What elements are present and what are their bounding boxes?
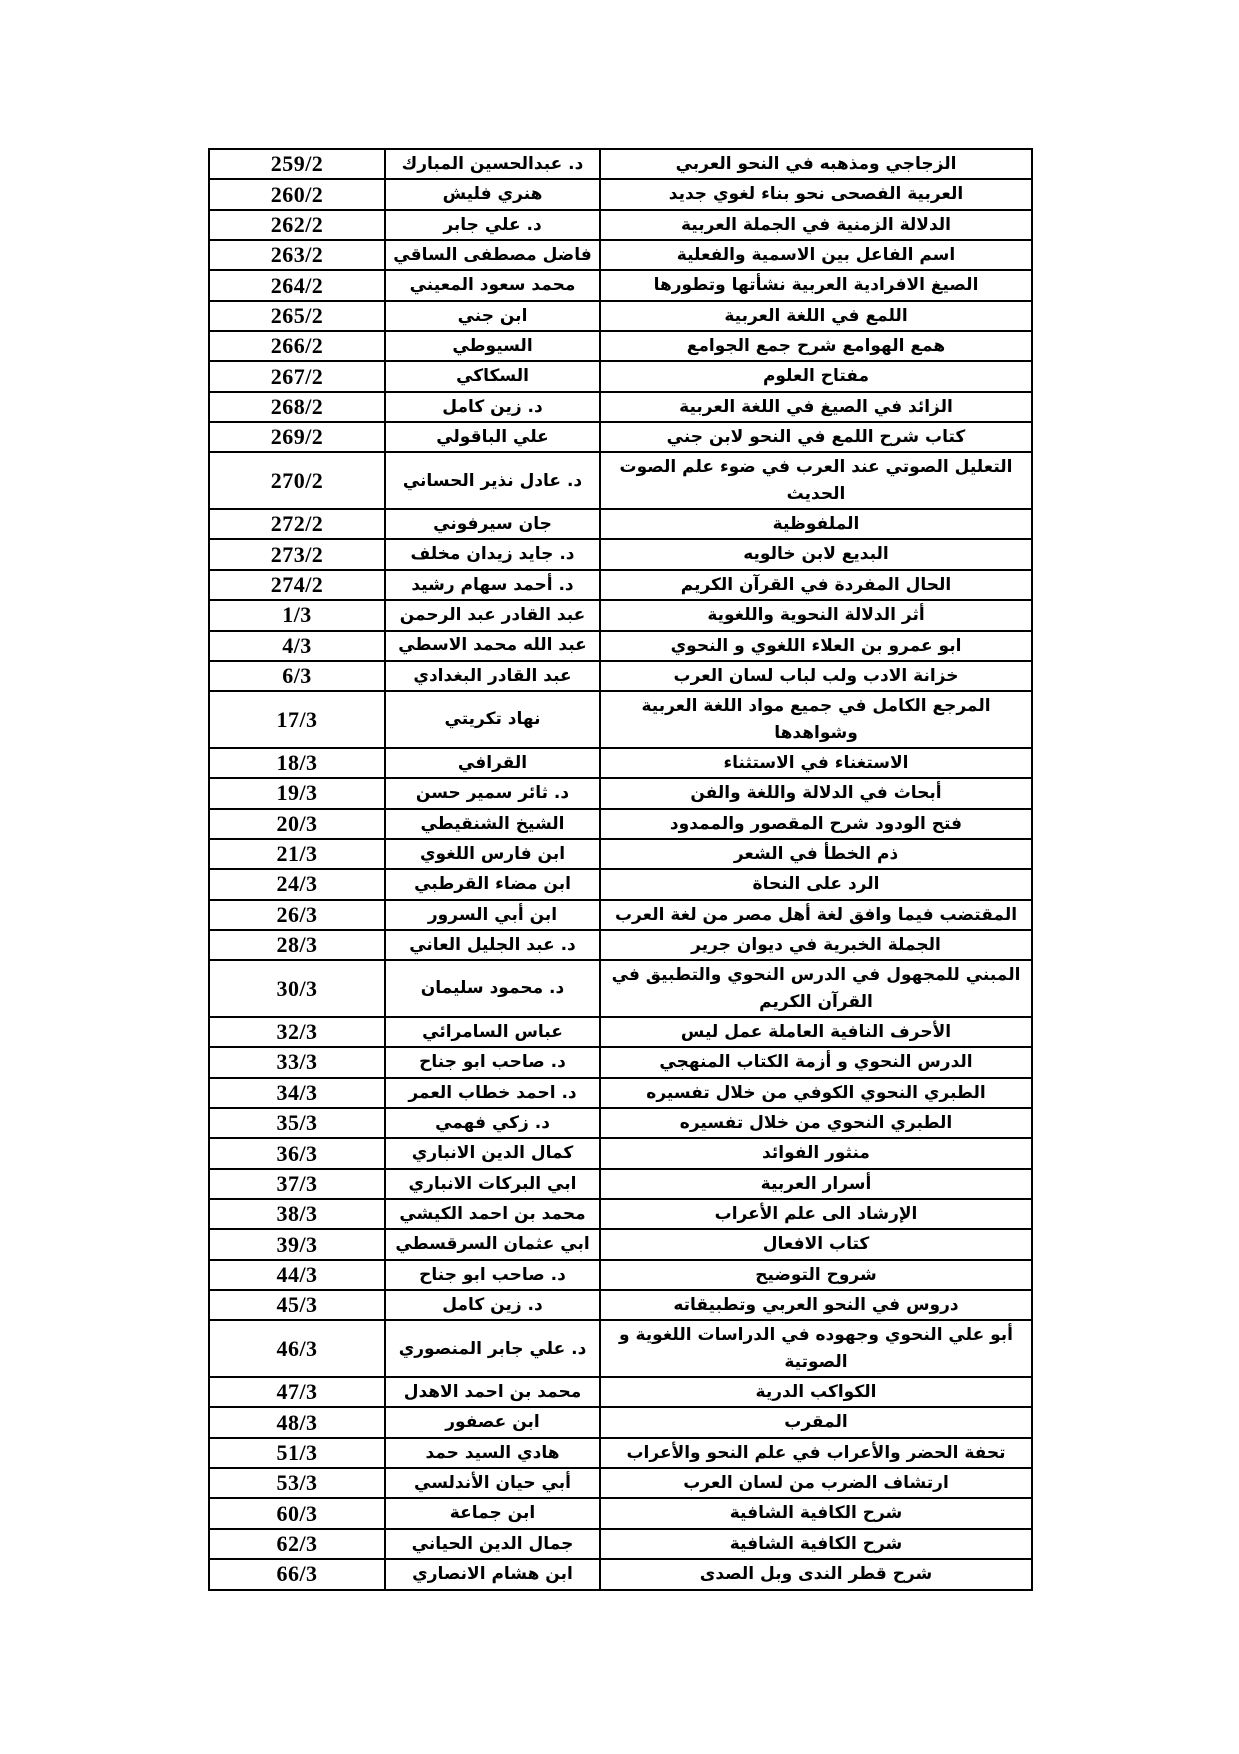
book-title-cell: شرح الكافية الشافية [600,1498,1032,1528]
reference-number-cell: 269/2 [209,422,385,452]
reference-number-cell: 21/3 [209,839,385,869]
book-title-cell: تحفة الحضر والأعراب في علم النحو والأعراب [600,1438,1032,1468]
table-row [209,1377,1032,1407]
table-row [209,839,1032,869]
reference-number-cell: 39/3 [209,1229,385,1259]
reference-number-cell: 17/3 [209,691,385,748]
book-title-cell: الزائد في الصيغ في اللغة العربية [600,392,1032,422]
book-title-cell: الجملة الخبرية في ديوان جرير [600,930,1032,960]
book-title-cell: الكواكب الدرية [600,1377,1032,1407]
author-name-cell: الشيخ الشنقيطي [385,809,600,839]
author-name-cell: ابن أبي السرور [385,900,600,930]
table-row [209,240,1032,270]
author-name-cell: نهاد تكريتي [385,691,600,748]
book-title-cell: الصيغ الافرادية العربية نشأتها وتطورها [600,270,1032,300]
table-row [209,452,1032,509]
author-name-cell: أبي حيان الأندلسي [385,1468,600,1498]
author-name-cell: د. عادل نذير الحساني [385,452,600,509]
book-title-cell: المقرب [600,1407,1032,1437]
table-row [209,930,1032,960]
reference-number-cell: 66/3 [209,1559,385,1589]
book-title-cell: العربية الفصحى نحو بناء لغوي جديد [600,179,1032,209]
author-name-cell: السيوطي [385,331,600,361]
table-row [209,748,1032,778]
author-name-cell: د. زكي فهمي [385,1108,600,1138]
reference-number-cell: 263/2 [209,240,385,270]
books-table [208,148,1033,1591]
table-row [209,1320,1032,1377]
reference-number-cell: 47/3 [209,1377,385,1407]
author-name-cell: جان سيرفوني [385,509,600,539]
author-name-cell: د. زين كامل [385,1290,600,1320]
book-title-cell: الأحرف النافية العاملة عمل ليس [600,1017,1032,1047]
book-title-cell: كتاب الافعال [600,1229,1032,1259]
reference-number-cell: 18/3 [209,748,385,778]
book-title-cell: خزانة الادب ولب لباب لسان العرب [600,661,1032,691]
author-name-cell: ابي البركات الانباري [385,1169,600,1199]
table-row [209,1290,1032,1320]
reference-number-cell: 265/2 [209,301,385,331]
author-name-cell: هادي السيد حمد [385,1438,600,1468]
book-title-cell: شرح قطر الندى وبل الصدى [600,1559,1032,1589]
book-title-cell: الرد على النحاة [600,869,1032,899]
author-name-cell: عبد القادر البغدادي [385,661,600,691]
table-row [209,149,1032,179]
reference-number-cell: 46/3 [209,1320,385,1377]
author-name-cell: القرافي [385,748,600,778]
reference-number-cell: 35/3 [209,1108,385,1138]
book-title-cell: الزجاجي ومذهبه في النحو العربي [600,149,1032,179]
author-name-cell: ابن عصفور [385,1407,600,1437]
book-title-cell: شرح الكافية الشافية [600,1529,1032,1559]
book-title-cell: اللمع في اللغة العربية [600,301,1032,331]
table-row [209,1438,1032,1468]
reference-number-cell: 19/3 [209,778,385,808]
reference-number-cell: 267/2 [209,361,385,391]
author-name-cell: ابن فارس اللغوي [385,839,600,869]
table-row [209,331,1032,361]
author-name-cell: ابن جني [385,301,600,331]
reference-number-cell: 20/3 [209,809,385,839]
table-row [209,600,1032,630]
reference-number-cell: 44/3 [209,1260,385,1290]
table-row [209,301,1032,331]
book-title-cell: منثور الفوائد [600,1138,1032,1168]
reference-number-cell: 266/2 [209,331,385,361]
book-title-cell: شروح التوضيح [600,1260,1032,1290]
table-row [209,1229,1032,1259]
reference-number-cell: 38/3 [209,1199,385,1229]
reference-number-cell: 273/2 [209,539,385,569]
reference-number-cell: 62/3 [209,1529,385,1559]
reference-number-cell: 51/3 [209,1438,385,1468]
table-row [209,1138,1032,1168]
reference-number-cell: 274/2 [209,570,385,600]
reference-number-cell: 6/3 [209,661,385,691]
author-name-cell: ابن هشام الانصاري [385,1559,600,1589]
reference-number-cell: 270/2 [209,452,385,509]
author-name-cell: ابن مضاء القرطبي [385,869,600,899]
reference-number-cell: 28/3 [209,930,385,960]
book-title-cell: ارتشاف الضرب من لسان العرب [600,1468,1032,1498]
table-row [209,1047,1032,1077]
reference-number-cell: 53/3 [209,1468,385,1498]
book-title-cell: الاستغناء في الاستثناء [600,748,1032,778]
table-row [209,570,1032,600]
reference-number-cell: 259/2 [209,149,385,179]
author-name-cell: د. صاحب ابو جناح [385,1260,600,1290]
table-row [209,1559,1032,1589]
author-name-cell: د. محمود سليمان [385,960,600,1017]
table-row [209,270,1032,300]
book-title-cell: المقتضب فيما وافق لغة أهل مصر من لغة العرب [600,900,1032,930]
author-name-cell: محمد بن احمد الاهدل [385,1377,600,1407]
table-row [209,869,1032,899]
table-row [209,778,1032,808]
table-row [209,809,1032,839]
author-name-cell: السكاكي [385,361,600,391]
table-row [209,1078,1032,1108]
table-row [209,1498,1032,1528]
table-row [209,691,1032,748]
author-name-cell: علي الباقولي [385,422,600,452]
book-title-cell: كتاب شرح اللمع في النحو لابن جني [600,422,1032,452]
book-title-cell: اسم الفاعل بين الاسمية والفعلية [600,240,1032,270]
table-row [209,900,1032,930]
author-name-cell: محمد سعود المعيني [385,270,600,300]
book-title-cell: الدرس النحوي و أزمة الكتاب المنهجي [600,1047,1032,1077]
author-name-cell: د. احمد خطاب العمر [385,1078,600,1108]
author-name-cell: د. أحمد سهام رشيد [385,570,600,600]
book-title-cell: الملفوظية [600,509,1032,539]
reference-number-cell: 1/3 [209,600,385,630]
table-row [209,361,1032,391]
author-name-cell: د. عبد الجليل العاني [385,930,600,960]
reference-number-cell: 268/2 [209,392,385,422]
book-title-cell: الدلالة الزمنية في الجملة العربية [600,210,1032,240]
reference-number-cell: 37/3 [209,1169,385,1199]
book-title-cell: الطبري النحوي الكوفي من خلال تفسيره [600,1078,1032,1108]
reference-number-cell: 26/3 [209,900,385,930]
author-name-cell: د. زين كامل [385,392,600,422]
table-row [209,1407,1032,1437]
table-row [209,1468,1032,1498]
bibliography-table-container [208,148,1033,1591]
book-title-cell: الإرشاد الى علم الأعراب [600,1199,1032,1229]
books-table-body [209,149,1032,1590]
table-row [209,1529,1032,1559]
reference-number-cell: 272/2 [209,509,385,539]
reference-number-cell: 33/3 [209,1047,385,1077]
book-title-cell: الحال المفردة في القرآن الكريم [600,570,1032,600]
book-title-cell: أبو علي النحوي وجهوده في الدراسات اللغوية و الصوتية [600,1320,1032,1377]
reference-number-cell: 60/3 [209,1498,385,1528]
author-name-cell: محمد بن احمد الكيشي [385,1199,600,1229]
book-title-cell: ذم الخطأ في الشعر [600,839,1032,869]
reference-number-cell: 260/2 [209,179,385,209]
book-title-cell: المرجع الكامل في جميع مواد اللغة العربية وشواهدها [600,691,1032,748]
table-row [209,509,1032,539]
table-row [209,1017,1032,1047]
reference-number-cell: 45/3 [209,1290,385,1320]
author-name-cell: عبد القادر عبد الرحمن [385,600,600,630]
table-row [209,1260,1032,1290]
table-row [209,539,1032,569]
author-name-cell: هنري فليش [385,179,600,209]
table-row [209,661,1032,691]
reference-number-cell: 32/3 [209,1017,385,1047]
table-row [209,1199,1032,1229]
reference-number-cell: 262/2 [209,210,385,240]
author-name-cell: ابن جماعة [385,1498,600,1528]
table-row [209,422,1032,452]
book-title-cell: ابو عمرو بن العلاء اللغوي و النحوي [600,631,1032,661]
reference-number-cell: 264/2 [209,270,385,300]
table-row [209,631,1032,661]
author-name-cell: ابي عثمان السرقسطي [385,1229,600,1259]
reference-number-cell: 4/3 [209,631,385,661]
author-name-cell: د. علي جابر [385,210,600,240]
table-row [209,960,1032,1017]
book-title-cell: البديع لابن خالويه [600,539,1032,569]
reference-number-cell: 30/3 [209,960,385,1017]
table-row [209,1108,1032,1138]
book-title-cell: همع الهوامع شرح جمع الجوامع [600,331,1032,361]
book-title-cell: أثر الدلالة النحوية واللغوية [600,600,1032,630]
author-name-cell: د. جايد زيدان مخلف [385,539,600,569]
author-name-cell: جمال الدين الحياني [385,1529,600,1559]
reference-number-cell: 24/3 [209,869,385,899]
author-name-cell: د. عبدالحسين المبارك [385,149,600,179]
table-row [209,179,1032,209]
author-name-cell: د. صاحب ابو جناح [385,1047,600,1077]
author-name-cell: عباس السامرائي [385,1017,600,1047]
reference-number-cell: 48/3 [209,1407,385,1437]
book-title-cell: المبني للمجهول في الدرس النحوي والتطبيق في القرآن الكريم [600,960,1032,1017]
book-title-cell: أسرار العربية [600,1169,1032,1199]
book-title-cell: مفتاح العلوم [600,361,1032,391]
reference-number-cell: 34/3 [209,1078,385,1108]
book-title-cell: دروس في النحو العربي وتطبيقاته [600,1290,1032,1320]
author-name-cell: عبد الله محمد الاسطي [385,631,600,661]
book-title-cell: التعليل الصوتي عند العرب في ضوء علم الصوت الحديث [600,452,1032,509]
reference-number-cell: 36/3 [209,1138,385,1168]
author-name-cell: د. علي جابر المنصوري [385,1320,600,1377]
author-name-cell: فاضل مصطفى الساقي [385,240,600,270]
book-title-cell: فتح الودود شرح المقصور والممدود [600,809,1032,839]
table-row [209,392,1032,422]
table-row [209,210,1032,240]
author-name-cell: كمال الدين الانباري [385,1138,600,1168]
book-title-cell: الطبري النحوي من خلال تفسيره [600,1108,1032,1138]
table-row [209,1169,1032,1199]
author-name-cell: د. ثائر سمير حسن [385,778,600,808]
book-title-cell: أبحاث في الدلالة واللغة والفن [600,778,1032,808]
